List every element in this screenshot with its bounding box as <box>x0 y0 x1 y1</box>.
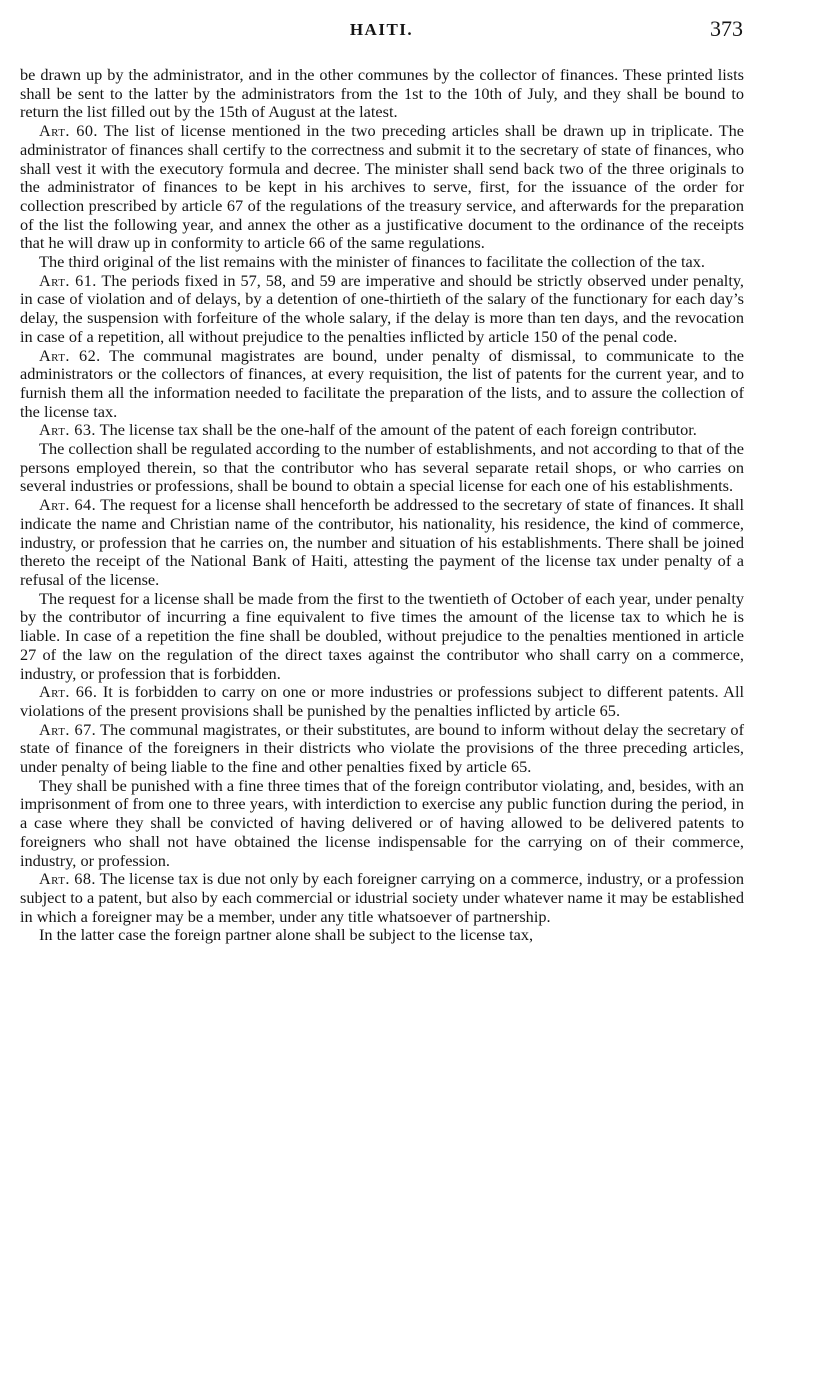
article-label: Art. 64. <box>39 495 97 515</box>
article-label: Art. 60. <box>39 121 98 141</box>
article-label: Art. 62. <box>39 345 101 365</box>
paragraph <box>20 590 744 684</box>
article-62 <box>20 347 744 422</box>
paragraph-text: The communal magistrates, or their substitutes, are bound to inform without delay the secretary of state of finance of the foreigners in their districts who violate the provisions of the three preceding articles, under penalty of being liable to the fine and other penalties fixed by article 65. <box>20 719 744 777</box>
running-title: HAITI. <box>349 20 414 39</box>
article-61 <box>20 272 744 347</box>
paragraph-text: The license tax shall be the one-half of the amount of the patent of each foreign contributor. <box>99 420 697 440</box>
page-number: 373 <box>710 16 743 41</box>
article-label: Art. 63. <box>39 420 96 440</box>
article-60 <box>20 122 744 253</box>
article-label: Art. 61. <box>39 270 97 290</box>
paragraph-text: They shall be punished with a fine three times that of the foreign contributor violating, and, besides, with an imprisonment of from one to three years, with interdiction to exercise any public function during the period, in a case where they shall be convicted of having delivered or of having allowed to be delivered patents to foreigners who shall not have obtained the license indispensable for the carrying on of their commerce, industry, or profession. <box>20 775 744 870</box>
paragraph <box>20 253 744 272</box>
article-66 <box>20 683 744 720</box>
paragraph-text: The periods fixed in 57, 58, and 59 are imperative and should be strictly observed under penalty, in case of violation and of delays, by a detention of one-thirtieth of the salary of the functionary for each day’s delay, the suspension with forfeiture of the whole salary, if the delay is more than ten days, and the revocation in case of a repetition, all without prejudice to the penalties inflicted by article 150 of the penal code. <box>20 270 744 346</box>
paragraph-text: The license tax is due not only by each foreigner carrying on a commerce, industry, or a profession subject to a patent, but also by each commercial or idustrial society under whatever name it may be established in which a foreigner may be a member, under any title whatsoever of partnership. <box>20 869 744 926</box>
paragraph-text: In the latter case the foreign partner alone shall be subject to the license tax, <box>39 925 534 945</box>
paragraph-text: The request for a license shall henceforth be addressed to the secretary of state of finances. It shall indicate the name and Christian name of the contributor, his nationality, his residence, the kind of commerce, industry, or profession that he carries on, the number and situation of his establishments. There shall be joined thereto the receipt of the National Bank of Haiti, attesting the payment of the license tax under penalty of a refusal of the license. <box>20 495 744 589</box>
running-head <box>20 20 743 48</box>
article-label: Art. 68. <box>39 869 96 889</box>
paragraph-text: The third original of the list remains with the minister of finances to facilitate the collection of the tax. <box>39 252 705 272</box>
article-67 <box>20 721 744 777</box>
paragraph-text: The request for a license shall be made from the first to the twentieth of October of each year, under penalty by the contributor of incurring a fine equivalent to five times the amount of the license tax to which he is liable. In case of a repetition the fine shall be doubled, without prejudice to the penalties mentioned in article 27 of the law on the regulation of the direct taxes against the contributor who shall carry on a commerce, industry, or profession that is forbidden. <box>20 588 744 683</box>
paragraph-text: The communal magistrates are bound, under penalty of dismissal, to communicate to the administrators or the collectors of finances, at every requisition, the list of patents for the current year, and to furnish them all the information needed to facilitate the preparation of the lists, and to assure the collection of the license tax. <box>20 345 744 421</box>
article-63 <box>20 421 744 440</box>
body-text <box>20 66 744 945</box>
article-label: Art. 66. <box>39 682 98 702</box>
paragraph <box>20 440 744 496</box>
article-68 <box>20 870 744 926</box>
paragraph-text: The collection shall be regulated according to the number of establishments, and not according to that of the persons employed therein, so that the contributor who has several separate retail shops, or who carries on several industries or professions, shall be bound to obtain a special license for each one of his establishments. <box>20 439 744 496</box>
paragraph-continued <box>20 66 744 122</box>
paragraph <box>20 777 744 871</box>
article-label: Art. 67. <box>39 719 97 739</box>
article-64 <box>20 496 744 590</box>
paragraph-text: It is forbidden to carry on one or more industries or professions subject to different patents. All violations of the present provisions shall be punished by the penalties inflicted by article 65. <box>20 682 744 720</box>
paragraph <box>20 926 744 945</box>
paragraph-text: be drawn up by the administrator, and in the other communes by the collector of finances. These printed lists shall be sent to the latter by the administrators from the 1st to the 10th of July, and they shall be bound to return the list filled out by the 15th of August at the latest. <box>20 65 744 122</box>
paragraph-text: The list of license mentioned in the two preceding articles shall be drawn up in triplicate. The administrator of finances shall certify to the correctness and submit it to the secretary of state of finances, who shall vest it with the executory formula and decree. The minister shall send back two of the three originals to the administrator of finances to be kept in his archives to serve, first, for the issuance of the order for collection prescribed by article 67 of the regulations of the treasury service, and afterwards for the preparation of the list the following year, and annex the other as a justificative document to the ordinance of the receipts that he will draw up in conformity to article 66 of the same regulations. <box>20 121 744 253</box>
